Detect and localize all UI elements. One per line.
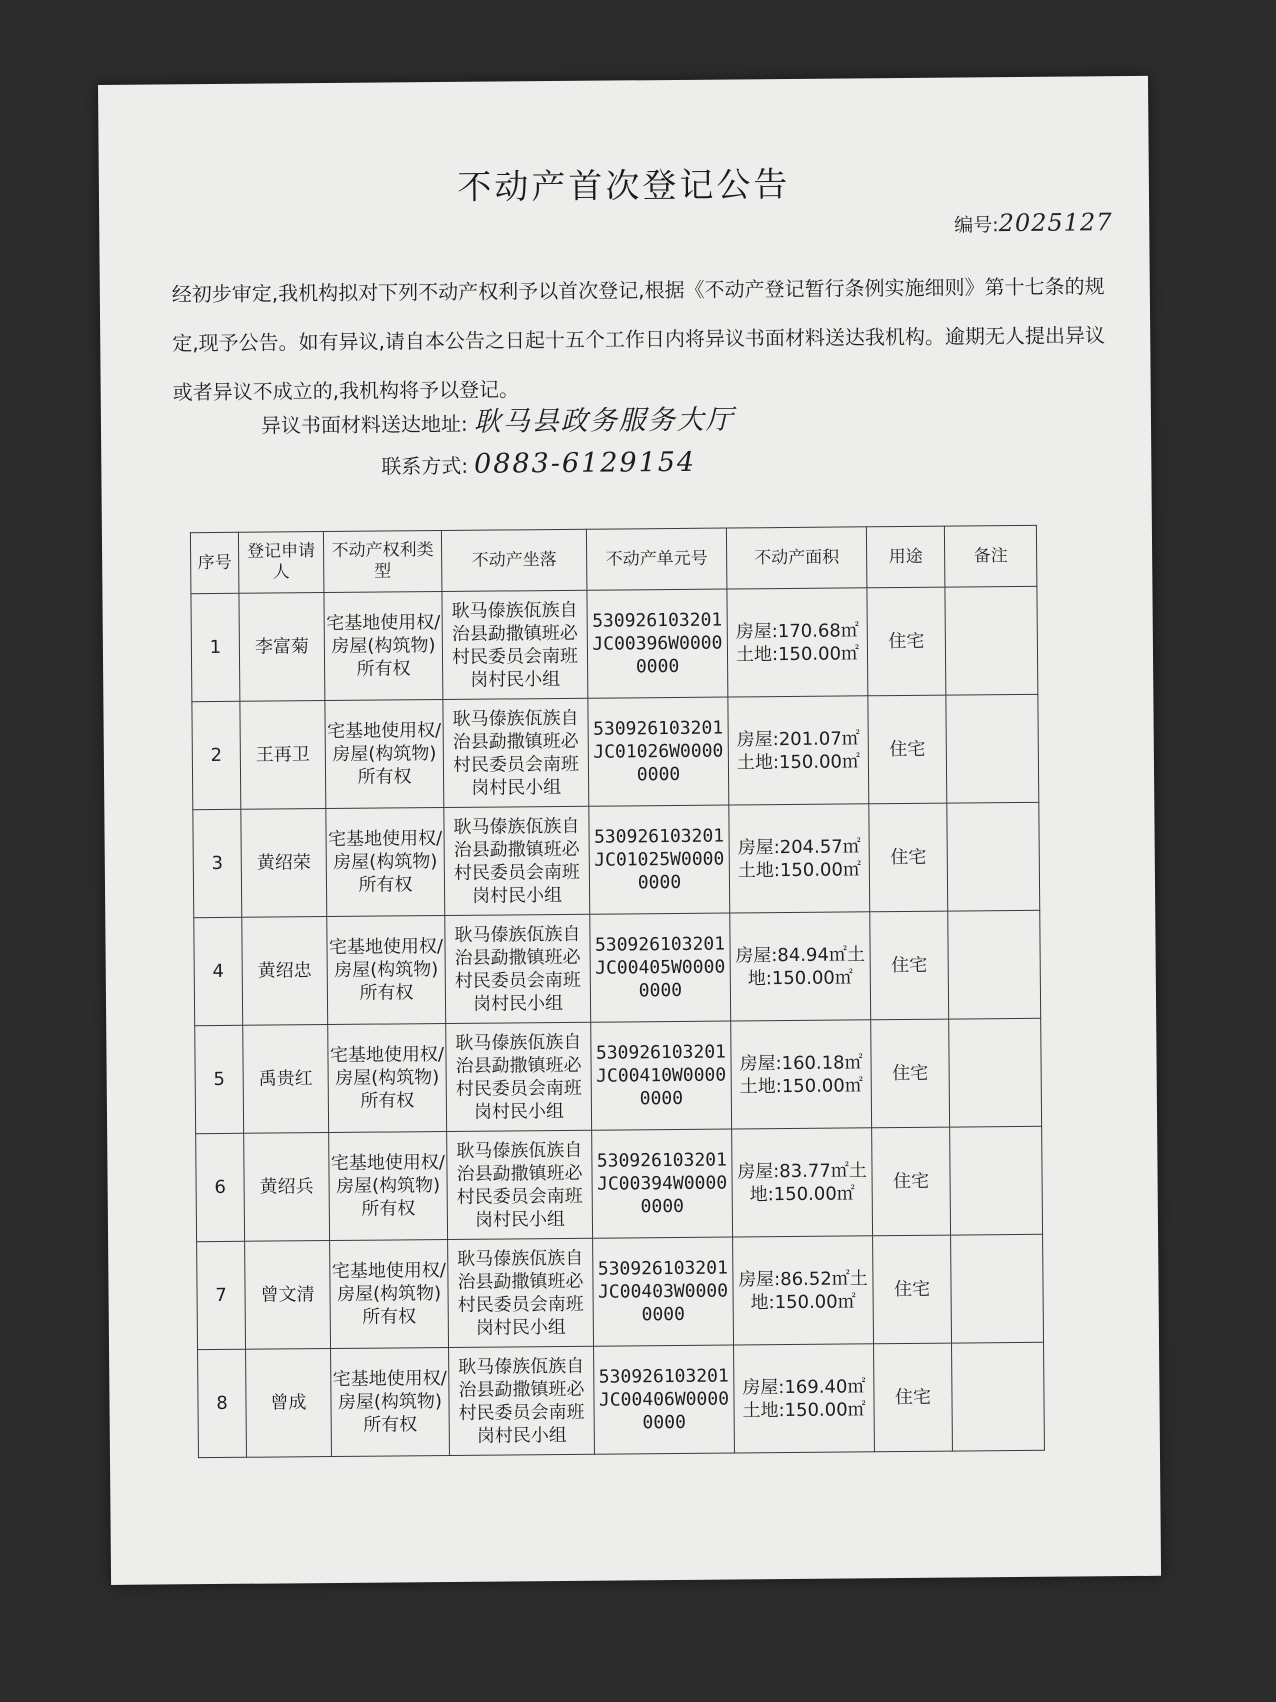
cell-area: 房屋:86.52㎡土地:150.00㎡ xyxy=(733,1236,874,1345)
header-area: 不动产面积 xyxy=(726,527,867,589)
cell-right-type: 宅基地使用权/房屋(构筑物)所有权 xyxy=(326,808,445,917)
cell-right-type: 宅基地使用权/房屋(构筑物)所有权 xyxy=(329,1131,448,1240)
cell-use: 住宅 xyxy=(873,1235,952,1344)
serial-value: 2025127 xyxy=(998,208,1113,238)
cell-location: 耿马傣族佤族自治县勐撒镇班必村民委员会南班岗村民小组 xyxy=(444,806,590,915)
cell-applicant: 曾文清 xyxy=(245,1241,331,1350)
table-row xyxy=(194,910,1041,1025)
cell-remark xyxy=(949,1018,1042,1127)
cell-area: 房屋:201.07㎡土地:150.00㎡ xyxy=(728,696,869,805)
cell-use: 住宅 xyxy=(869,803,948,912)
table-row xyxy=(195,1018,1042,1133)
header-unit-no: 不动产单元号 xyxy=(586,528,727,590)
table-row xyxy=(193,802,1040,917)
cell-applicant: 黄绍荣 xyxy=(241,809,327,918)
table-row xyxy=(198,1342,1045,1457)
cell-right-type: 宅基地使用权/房屋(构筑物)所有权 xyxy=(331,1347,450,1456)
header-location: 不动产坐落 xyxy=(441,529,587,591)
contact-label: 联系方式: xyxy=(381,453,469,479)
cell-area: 房屋:160.18㎡土地:150.00㎡ xyxy=(731,1020,872,1129)
cell-area: 房屋:169.40㎡土地:150.00㎡ xyxy=(734,1344,875,1453)
cell-use: 住宅 xyxy=(868,695,947,804)
cell-right-type: 宅基地使用权/房屋(构筑物)所有权 xyxy=(324,592,443,701)
cell-applicant: 黄绍忠 xyxy=(242,917,328,1026)
cell-area: 房屋:170.68㎡土地:150.00㎡ xyxy=(727,588,868,697)
cell-use: 住宅 xyxy=(874,1343,953,1452)
registration-table xyxy=(190,525,1045,1458)
cell-no: 4 xyxy=(194,917,243,1025)
cell-location: 耿马傣族佤族自治县勐撒镇班必村民委员会南班岗村民小组 xyxy=(447,1130,593,1239)
cell-use: 住宅 xyxy=(867,587,946,696)
cell-use: 住宅 xyxy=(870,911,949,1020)
cell-unit-no: 530926103201JC01025W00000000 xyxy=(589,805,730,914)
cell-location: 耿马傣族佤族自治县勐撒镇班必村民委员会南班岗村民小组 xyxy=(449,1346,595,1455)
cell-no: 6 xyxy=(196,1133,245,1241)
cell-applicant: 黄绍兵 xyxy=(244,1133,330,1242)
serial-label: 编号: xyxy=(954,214,999,237)
cell-unit-no: 530926103201JC01026W00000000 xyxy=(588,697,729,806)
address-value: 耿马县政务服务大厅 xyxy=(473,404,735,438)
cell-applicant: 王再卫 xyxy=(240,701,326,810)
cell-remark xyxy=(945,586,1038,695)
notice-paragraph: 经初步审定,我机构拟对下列不动产权利予以首次登记,根据《不动产登记暂行条例实施细则》第十七条的规定,现予公告。如有异议,请自本公告之日起十五个工作日内将异议书面材料送达我机构。逾期无人提出异议或者异议不成立的,我机构将予以登记。 xyxy=(171,274,1106,405)
contact-value: 0883-6129154 xyxy=(473,446,697,480)
cell-use: 住宅 xyxy=(872,1127,951,1236)
serial-number xyxy=(954,208,1113,237)
cell-unit-no: 530926103201JC00396W00000000 xyxy=(587,589,728,698)
cell-area: 房屋:204.57㎡土地:150.00㎡ xyxy=(729,804,870,913)
cell-location: 耿马傣族佤族自治县勐撒镇班必村民委员会南班岗村民小组 xyxy=(445,914,591,1023)
table-row xyxy=(192,694,1039,809)
cell-unit-no: 530926103201JC00403W00000000 xyxy=(593,1237,734,1346)
cell-unit-no: 530926103201JC00405W00000000 xyxy=(590,913,731,1022)
notice-paper xyxy=(98,76,1161,1585)
cell-area: 房屋:84.94㎡土地:150.00㎡ xyxy=(730,912,871,1021)
cell-applicant: 禹贵红 xyxy=(243,1025,329,1134)
page-title: 不动产首次登记公告 xyxy=(457,164,791,208)
cell-unit-no: 530926103201JC00406W00000000 xyxy=(594,1345,735,1454)
cell-remark xyxy=(950,1126,1043,1235)
table-row xyxy=(197,1234,1044,1349)
cell-no: 5 xyxy=(195,1025,244,1133)
cell-location: 耿马傣族佤族自治县勐撒镇班必村民委员会南班岗村民小组 xyxy=(448,1238,594,1347)
cell-applicant: 曾成 xyxy=(246,1349,332,1458)
cell-right-type: 宅基地使用权/房屋(构筑物)所有权 xyxy=(330,1239,449,1348)
cell-right-type: 宅基地使用权/房屋(构筑物)所有权 xyxy=(327,916,446,1025)
cell-remark xyxy=(946,694,1039,803)
header-use: 用途 xyxy=(866,526,945,588)
cell-no: 8 xyxy=(198,1349,247,1457)
cell-no: 2 xyxy=(192,701,241,809)
cell-remark xyxy=(952,1342,1045,1451)
cell-location: 耿马傣族佤族自治县勐撒镇班必村民委员会南班岗村民小组 xyxy=(446,1022,592,1131)
header-right-type: 不动产权利类型 xyxy=(323,531,442,593)
contact-info xyxy=(381,447,696,481)
table-header-row xyxy=(190,525,1037,593)
cell-remark xyxy=(948,910,1041,1019)
cell-right-type: 宅基地使用权/房屋(构筑物)所有权 xyxy=(325,700,444,809)
table-row xyxy=(191,586,1038,701)
cell-no: 3 xyxy=(193,809,242,917)
cell-remark xyxy=(947,802,1040,911)
cell-use: 住宅 xyxy=(871,1019,950,1128)
cell-no: 7 xyxy=(197,1241,246,1349)
cell-unit-no: 530926103201JC00410W00000000 xyxy=(591,1021,732,1130)
objection-address xyxy=(261,397,735,440)
address-label: 异议书面材料送达地址: xyxy=(260,411,468,438)
cell-location: 耿马傣族佤族自治县勐撒镇班必村民委员会南班岗村民小组 xyxy=(442,590,588,699)
header-applicant: 登记申请人 xyxy=(238,532,324,594)
table-row xyxy=(196,1126,1043,1241)
cell-applicant: 李富菊 xyxy=(239,593,325,702)
header-no: 序号 xyxy=(190,532,239,593)
cell-unit-no: 530926103201JC00394W00000000 xyxy=(592,1129,733,1238)
header-remark: 备注 xyxy=(944,525,1037,587)
cell-remark xyxy=(951,1234,1044,1343)
cell-no: 1 xyxy=(191,593,240,701)
cell-location: 耿马傣族佤族自治县勐撒镇班必村民委员会南班岗村民小组 xyxy=(443,698,589,807)
cell-right-type: 宅基地使用权/房屋(构筑物)所有权 xyxy=(328,1024,447,1133)
cell-area: 房屋:83.77㎡土地:150.00㎡ xyxy=(732,1128,873,1237)
